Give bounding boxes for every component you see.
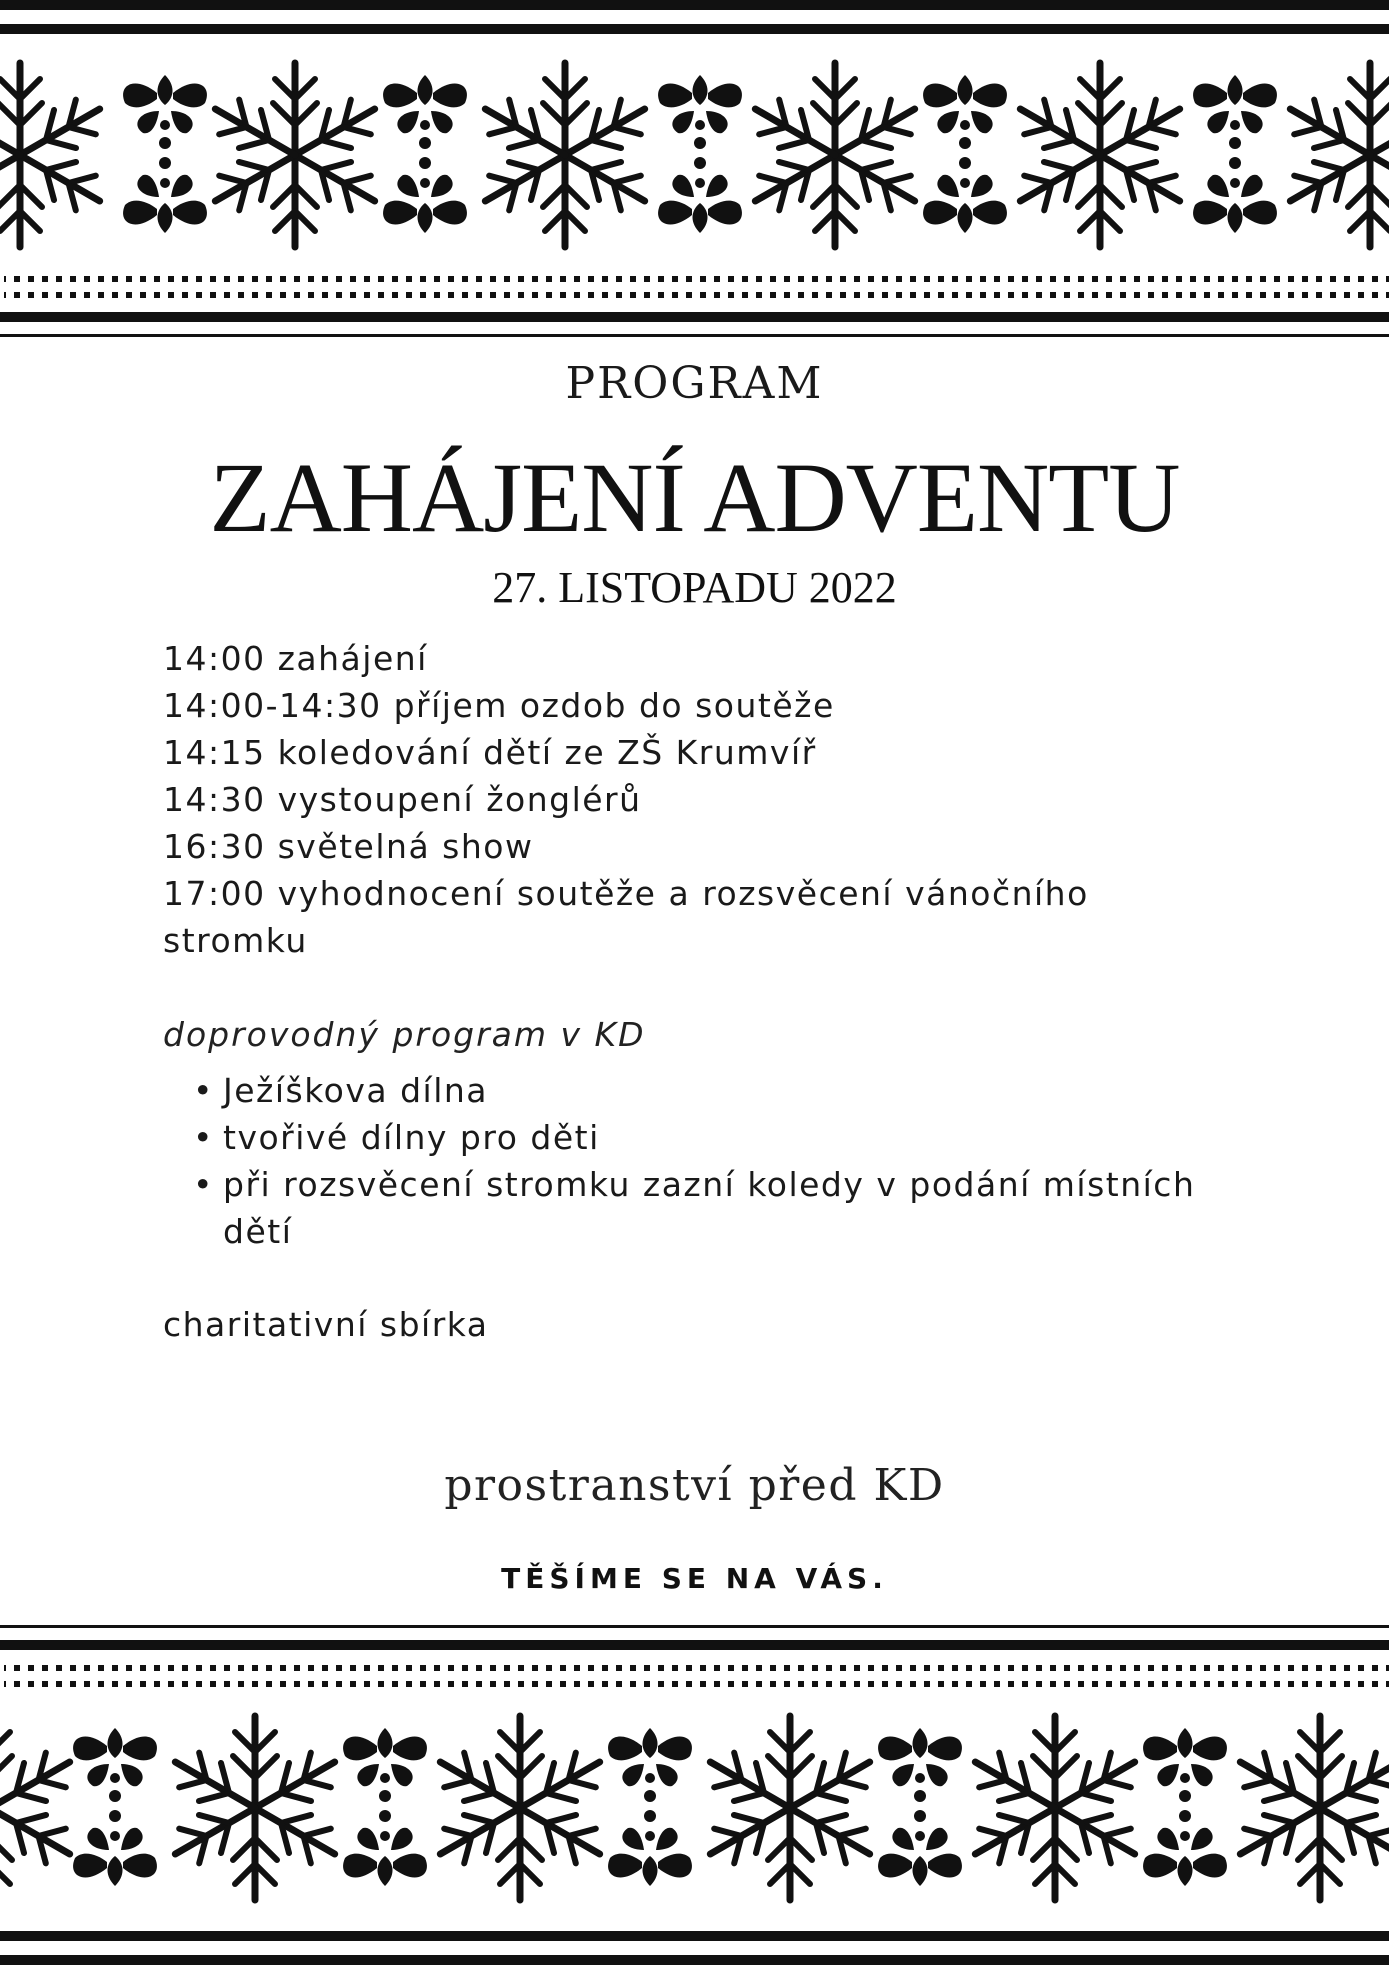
bullet-icon: • bbox=[193, 1165, 214, 1204]
companion-item-label: Ježíškova dílna bbox=[223, 1071, 489, 1110]
list-item bbox=[193, 1161, 1243, 1255]
program-content bbox=[0, 340, 1389, 1625]
schedule-item: 14:15 koledování dětí ze ZŠ Krumvíř bbox=[163, 733, 817, 772]
schedule-item: 14:00-14:30 příjem ozdob do soutěže bbox=[163, 686, 835, 725]
charity-note: charitativní sbírka bbox=[163, 1305, 489, 1344]
bullet-icon: • bbox=[193, 1118, 214, 1157]
companion-item-label: při rozsvěcení stromku zazní koledy v podání místních dětí bbox=[223, 1165, 1196, 1251]
snowflake-pattern-bottom bbox=[0, 1625, 1389, 1965]
snowflake-pattern-top bbox=[0, 0, 1389, 340]
companion-program-title: doprovodný program v KD bbox=[163, 1015, 646, 1054]
bullet-icon: • bbox=[193, 1071, 214, 1110]
event-date: 27. LISTOPADU 2022 bbox=[492, 563, 897, 612]
schedule-item: 16:30 světelná show bbox=[163, 827, 534, 866]
schedule-list bbox=[163, 635, 1243, 964]
top-decorative-border bbox=[0, 0, 1389, 340]
list-item bbox=[193, 1114, 1243, 1161]
schedule-item: 17:00 vyhodnocení soutěže a rozsvěcení vánočního stromku bbox=[163, 874, 1089, 960]
bottom-decorative-border bbox=[0, 1625, 1389, 1965]
schedule-item: 14:30 vystoupení žonglérů bbox=[163, 780, 642, 819]
event-title: ZAHÁJENÍ ADVENTU bbox=[209, 442, 1180, 553]
companion-item-label: tvořivé dílny pro děti bbox=[223, 1118, 600, 1157]
list-item bbox=[193, 1067, 1243, 1114]
closing-message: TĚŠÍME SE NA VÁS. bbox=[501, 1562, 888, 1595]
schedule-item: 14:00 zahájení bbox=[163, 639, 428, 678]
venue-location: prostranství před KD bbox=[444, 1460, 945, 1511]
program-label: PROGRAM bbox=[565, 358, 824, 409]
companion-program-list bbox=[193, 1067, 1243, 1255]
